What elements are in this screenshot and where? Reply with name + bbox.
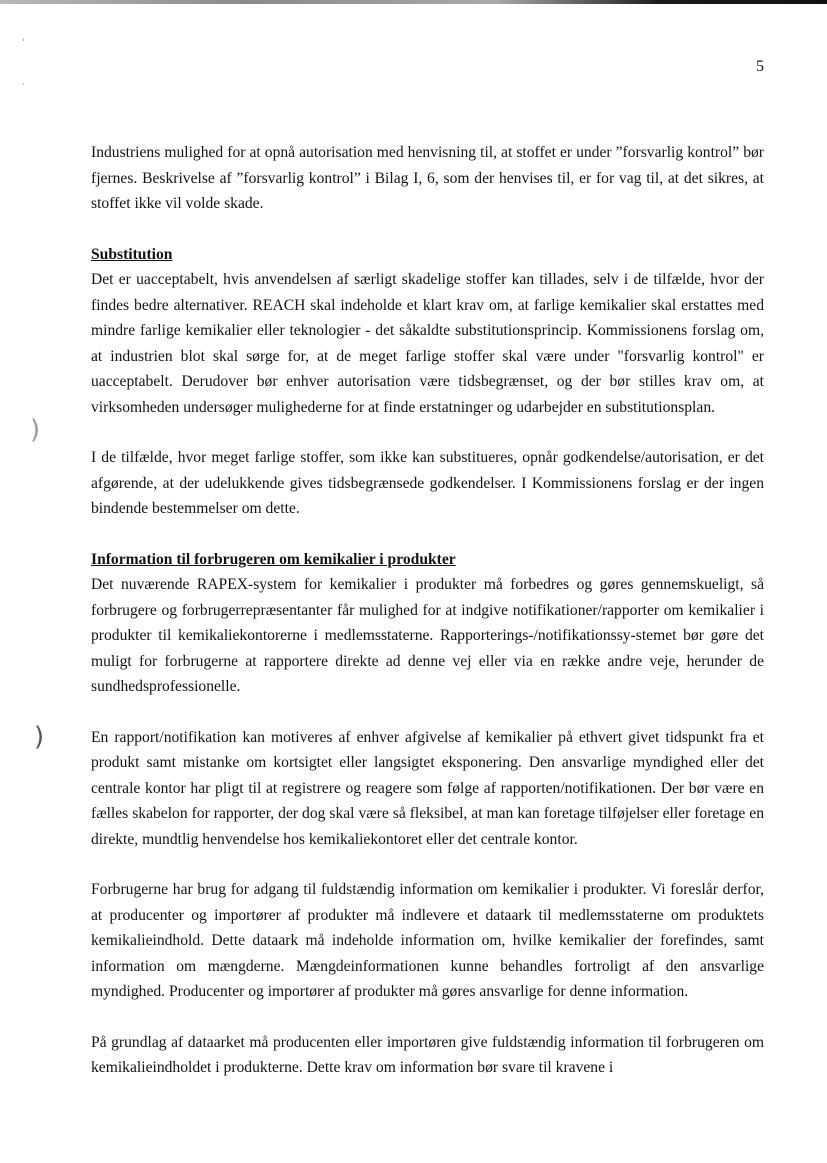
page-number: 5 — [756, 58, 764, 75]
paragraph-report-notification: En rapport/notifikation kan motiveres af enhver afgivelse af kemikalier på ethvert givet tidspunkt fra et produkt samt mistanke om kortsigtet eller langsigtet eksponering. Den ansvarlige myndighed eller det centrale kontor har pligt til at registrere og reagere som følge af rapporten/notifikationen. Der bør være en fælles skabelon for rapporter, der dog skal være så fleksibel, at man kan foretage tilføjelser eller foretage en direkte, mundtlig henvendelse hos kemikaliekontoret eller det centrale kontor. — [91, 728, 764, 848]
section-heading-substitution: Substitution — [91, 245, 173, 263]
scan-speck: · — [22, 80, 25, 90]
scan-edge-line — [0, 0, 827, 4]
paragraph-substitution: Det er uacceptabelt, hvis anvendelsen af særligt skadelige stoffer kan tillades, selv i de tilfælde, hvor der findes bedre alternativer. REACH skal indeholde et klart krav om, at farlige kemikalier skal erstattes med mindre farlige kemikalier eller teknologier - det såkaldte substitutionsprincip. Kommissionens forslag om, at industrien blot skal sørge for, at de meget farlige stoffer skal være under "forsvarlig kontrol" er uacceptabelt. Derudover bør enhver autorisation være tidsbegrænset, og der bør stilles krav om, at virksomheden undersøger mulighederne for at finde erstatninger og udarbejder en substitutionsplan. — [91, 271, 764, 416]
punch-hole-mark: ) — [30, 415, 41, 445]
paragraph-data-sheet: Forbrugerne har brug for adgang til fuldstændig information om kemikalier i produkter. Vi foreslår derfor, at producenter og importører af produkter må indlevere et dataark til medlemsstaterne om produktets kemikalieindhold. Dette dataark må indeholde information om, hvilke kemikalier der forefindes, samt information om mængderne. Mængdeinformationen kunne behandles fortroligt af den ansvarlige myndighed. Producenter og importører af produkter må gøres ansvarlige for denne information. — [91, 881, 764, 1000]
paragraph-producer-information: På grundlag af dataarket må producenten eller importøren give fuldstændig information til forbrugeren om kemikalieindholdet i produkterne. Dette krav om information bør svare til kravene i — [91, 1033, 764, 1076]
paragraph-rapex-system: Det nuværende RAPEX-system for kemikalier i produkter må forbedres og gøres gennemskueligt, så forbrugere og forbrugerrepræsentanter får mulighed for at indgive notifikationer/rapporter om kemikalier i produkter til kemikaliekontorerne i medlemsstaterne. Rapporterings-/notifikationssy-stemet bør gøre det muligt for forbrugerne at rapportere direkte ad denne vej eller via en række andre veje, herunder de sundhedsprofessionelle. — [91, 576, 764, 695]
paragraph-authorisation: Industriens mulighed for at opnå autorisation med henvisning til, at stoffet er under ”forsvarlig kontrol” bør fjernes. Beskrivelse af ”forsvarlig kontrol” i Bilag I, 6, som der henvises til, er for vag til, at det sikres, at stoffet ikke vil volde skade. — [91, 144, 764, 212]
scan-speck: ' — [22, 38, 25, 48]
document-body — [91, 140, 764, 1081]
punch-hole-mark: ) — [34, 722, 45, 752]
section-heading-consumer-information: Information til forbrugeren om kemikalier i produkter — [91, 550, 456, 568]
paragraph-time-limited-approvals: I de tilfælde, hvor meget farlige stoffer, som ikke kan substitueres, opnår godkendelse/autorisation, er det afgørende, at der udelukkende gives tidsbegrænsede godkendelser. I Kommissionens forslag er der ingen bindende bestemmelser om dette. — [91, 449, 764, 517]
